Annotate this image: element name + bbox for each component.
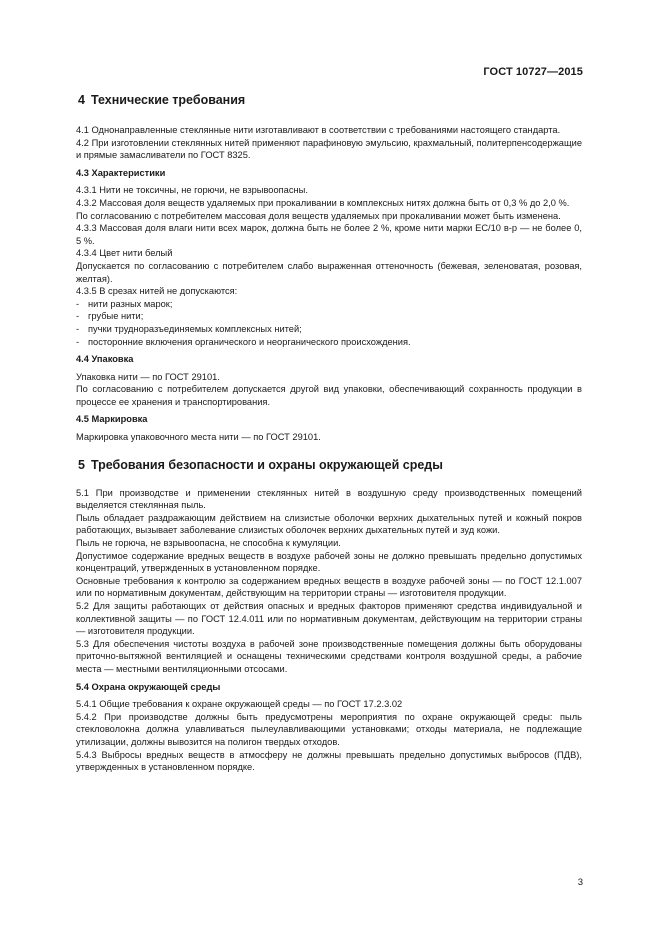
heading-4-3: 4.3 Характеристики <box>76 167 166 178</box>
para-4-5: Маркировка упаковочного места нити — по ГОСТ 29101. <box>76 432 321 443</box>
list-item: - пучки трудноразъединяемых комплексных нитей; <box>76 323 302 334</box>
para-4-3-4b: Допускается по согласованию с потребителем слабо выраженная оттеночность (бежевая, зеленоватая, розовая, желтая). <box>76 260 582 284</box>
para-4-1: 4.1 Однонаправленные стеклянные нити изготавливают в соответствии с требованиями настоящего стандарта. <box>76 125 561 135</box>
para-5-4-3: 5.4.3 Выбросы вредных веществ в атмосферу не должны превышать предельно допустимых выбросов (ПДВ), утвержденных в установленном порядке. <box>76 749 582 773</box>
para-4-3-2b: По согласованию с потребителем массовая доля веществ удаляемых при прокаливании может быть изменена. <box>76 210 561 221</box>
para-5-1d: Допустимое содержание вредных веществ в воздухе рабочей зоны не должно превышать предельно допустимых концентраций, утвержденных в установленном порядке. <box>76 550 582 574</box>
para-4-3-3: 4.3.3 Массовая доля влаги нити всех марок, должна быть не более 2 %, кроме нити марки ЕС/10 в-р — не более 0, 5 %. <box>76 223 582 246</box>
para-5-1: 5.1 При производстве и применении стеклянных нитей в воздушную среду производственных помещений выделяется стеклянная пыль. <box>76 487 582 511</box>
standard-designation: ГОСТ 10727—2015 <box>483 66 583 78</box>
para-4-3-5: 4.3.5 В срезах нитей не допускаются: <box>76 286 238 297</box>
para-4-2: 4.2 При изготовлении стеклянных нитей применяют парафиновую эмульсию, крахмальный, политерпенсодержащие и прямые замасливатели по ГОСТ 8325. <box>76 137 582 161</box>
para-4-4a: Упаковка нити — по ГОСТ 29101. <box>76 371 220 382</box>
heading-5-4: 5.4 Охрана окружающей среды <box>76 681 221 692</box>
para-4-3-4: 4.3.4 Цвет нити белый <box>76 248 173 259</box>
para-4-4b: По согласованию с потребителем допускается другой вид упаковки, обеспечивающий сохранность продукции в процессе ее хранения и транспортирования. <box>76 384 582 407</box>
para-4-3-1: 4.3.1 Нити не токсичны, не горючи, не взрывоопасны. <box>76 185 308 196</box>
list-item: - посторонние включения органического и неорганического происхождения. <box>76 336 411 347</box>
section-5-heading: 5 Требования безопасности и охраны окружающей среды <box>78 457 443 472</box>
para-5-1c: Пыль не горюча, не взрывоопасна, не способна к кумуляции. <box>76 538 341 549</box>
defect-list <box>76 298 582 348</box>
heading-4-4: 4.4 Упаковка <box>76 354 134 365</box>
para-5-1b: Пыль обладает раздражающим действием на слизистые оболочки верхних дыхательных путей и кожный покров работающих, вызывает заболевание слизистых оболочек верхних дыхательных путей и зуд кожи. <box>76 512 582 536</box>
para-5-4-2: 5.4.2 При производстве должны быть предусмотрены мероприятия по охране окружающей среды: пыль стекловолокна должна улавливаться пылеулавливающими установками; отходы материала, не подлежащие утилизации, должны вывозится на полигон твердых отходов. <box>76 711 582 747</box>
section-4-heading: 4 Технические требования <box>78 93 246 107</box>
list-item: - грубые нити; <box>76 311 144 322</box>
heading-4-5: 4.5 Маркировка <box>76 414 148 425</box>
para-4-3-2: 4.3.2 Массовая доля веществ удаляемых при прокаливании в комплексных нитях должна быть от 0,3 % до 2,0 %. <box>76 197 570 208</box>
para-5-1e: Основные требования к контролю за содержанием вредных веществ в воздухе рабочей зоны — по ГОСТ 12.1.007 или по нормативным документам, действующим на территории страны — изготовителя продукции. <box>76 575 582 599</box>
para-5-4-1: 5.4.1 Общие требования к охране окружающей среды — по ГОСТ 17.2.3.02 <box>76 699 403 710</box>
para-5-2: 5.2 Для защиты работающих от действия опасных и вредных факторов применяют средства индивидуальной и коллективной защиты — по ГОСТ 12.4.011 или по нормативным документам, действующим на территории страны — изготовителя продукции. <box>76 601 582 637</box>
list-item: - нити разных марок; <box>76 298 173 309</box>
page-number: 3 <box>577 877 583 888</box>
para-5-3: 5.3 Для обеспечения чистоты воздуха в рабочей зоне производственные помещения должны быть оборудованы приточно-вытяжной вентиляцией и оснащены техническими средствами контроля воздушной среды, а рабочие места — местными вентиляционными отсосами. <box>76 638 582 674</box>
page-content <box>76 92 582 774</box>
